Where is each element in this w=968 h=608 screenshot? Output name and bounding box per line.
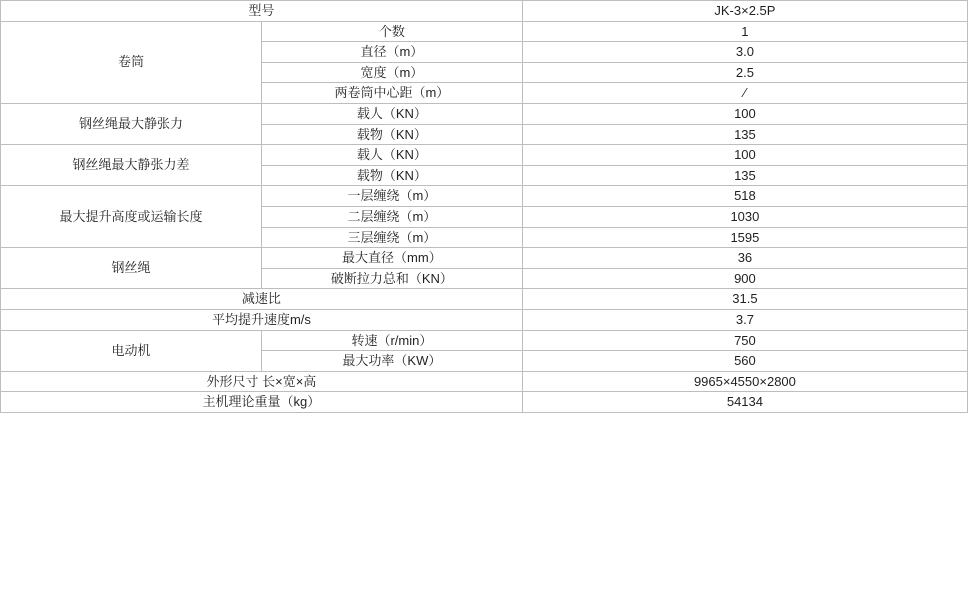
row-group-label: 卷筒 (1, 21, 262, 103)
table-row (1, 309, 968, 330)
row-value: 135 (522, 124, 967, 145)
row-value: 750 (522, 330, 967, 351)
table-body (1, 1, 968, 413)
row-label: 平均提升速度m/s (1, 309, 523, 330)
row-value: 9965×4550×2800 (522, 371, 967, 392)
table-row (1, 21, 968, 42)
row-label: 型号 (1, 1, 523, 22)
row-label: 主机理论重量（kg） (1, 392, 523, 413)
row-value: JK-3×2.5P (522, 1, 967, 22)
table-row (1, 289, 968, 310)
row-value: 36 (522, 248, 967, 269)
row-value: 54134 (522, 392, 967, 413)
row-label: 两卷筒中心距（m） (261, 83, 522, 104)
row-value: 1030 (522, 206, 967, 227)
row-label: 外形尺寸 长×宽×高 (1, 371, 523, 392)
table-row (1, 145, 968, 166)
row-label: 二层缠绕（m） (261, 206, 522, 227)
table-row (1, 371, 968, 392)
row-label: 最大直径（mm） (261, 248, 522, 269)
row-label: 个数 (261, 21, 522, 42)
row-label: 一层缠绕（m） (261, 186, 522, 207)
table-row (1, 392, 968, 413)
table-row (1, 103, 968, 124)
row-value: 135 (522, 165, 967, 186)
row-value: 900 (522, 268, 967, 289)
row-label: 宽度（m） (261, 62, 522, 83)
row-label: 转速（r/min） (261, 330, 522, 351)
row-value: ∕ (522, 83, 967, 104)
row-label: 载人（KN） (261, 145, 522, 166)
table-row (1, 1, 968, 22)
row-group-label: 最大提升高度或运输长度 (1, 186, 262, 248)
row-label: 载物（KN） (261, 124, 522, 145)
row-value: 1 (522, 21, 967, 42)
row-label: 三层缠绕（m） (261, 227, 522, 248)
row-value: 3.0 (522, 42, 967, 63)
row-label: 载物（KN） (261, 165, 522, 186)
row-value: 518 (522, 186, 967, 207)
row-label: 最大功率（KW） (261, 351, 522, 372)
row-label: 减速比 (1, 289, 523, 310)
row-group-label: 钢丝绳 (1, 248, 262, 289)
row-label: 直径（m） (261, 42, 522, 63)
row-label: 破断拉力总和（KN） (261, 268, 522, 289)
row-label: 载人（KN） (261, 103, 522, 124)
row-group-label: 电动机 (1, 330, 262, 371)
row-group-label: 钢丝绳最大静张力差 (1, 145, 262, 186)
row-value: 1595 (522, 227, 967, 248)
row-value: 100 (522, 103, 967, 124)
row-group-label: 钢丝绳最大静张力 (1, 103, 262, 144)
row-value: 2.5 (522, 62, 967, 83)
row-value: 100 (522, 145, 967, 166)
table-row (1, 330, 968, 351)
row-value: 3.7 (522, 309, 967, 330)
table-row (1, 186, 968, 207)
table-row (1, 248, 968, 269)
row-value: 31.5 (522, 289, 967, 310)
row-value: 560 (522, 351, 967, 372)
